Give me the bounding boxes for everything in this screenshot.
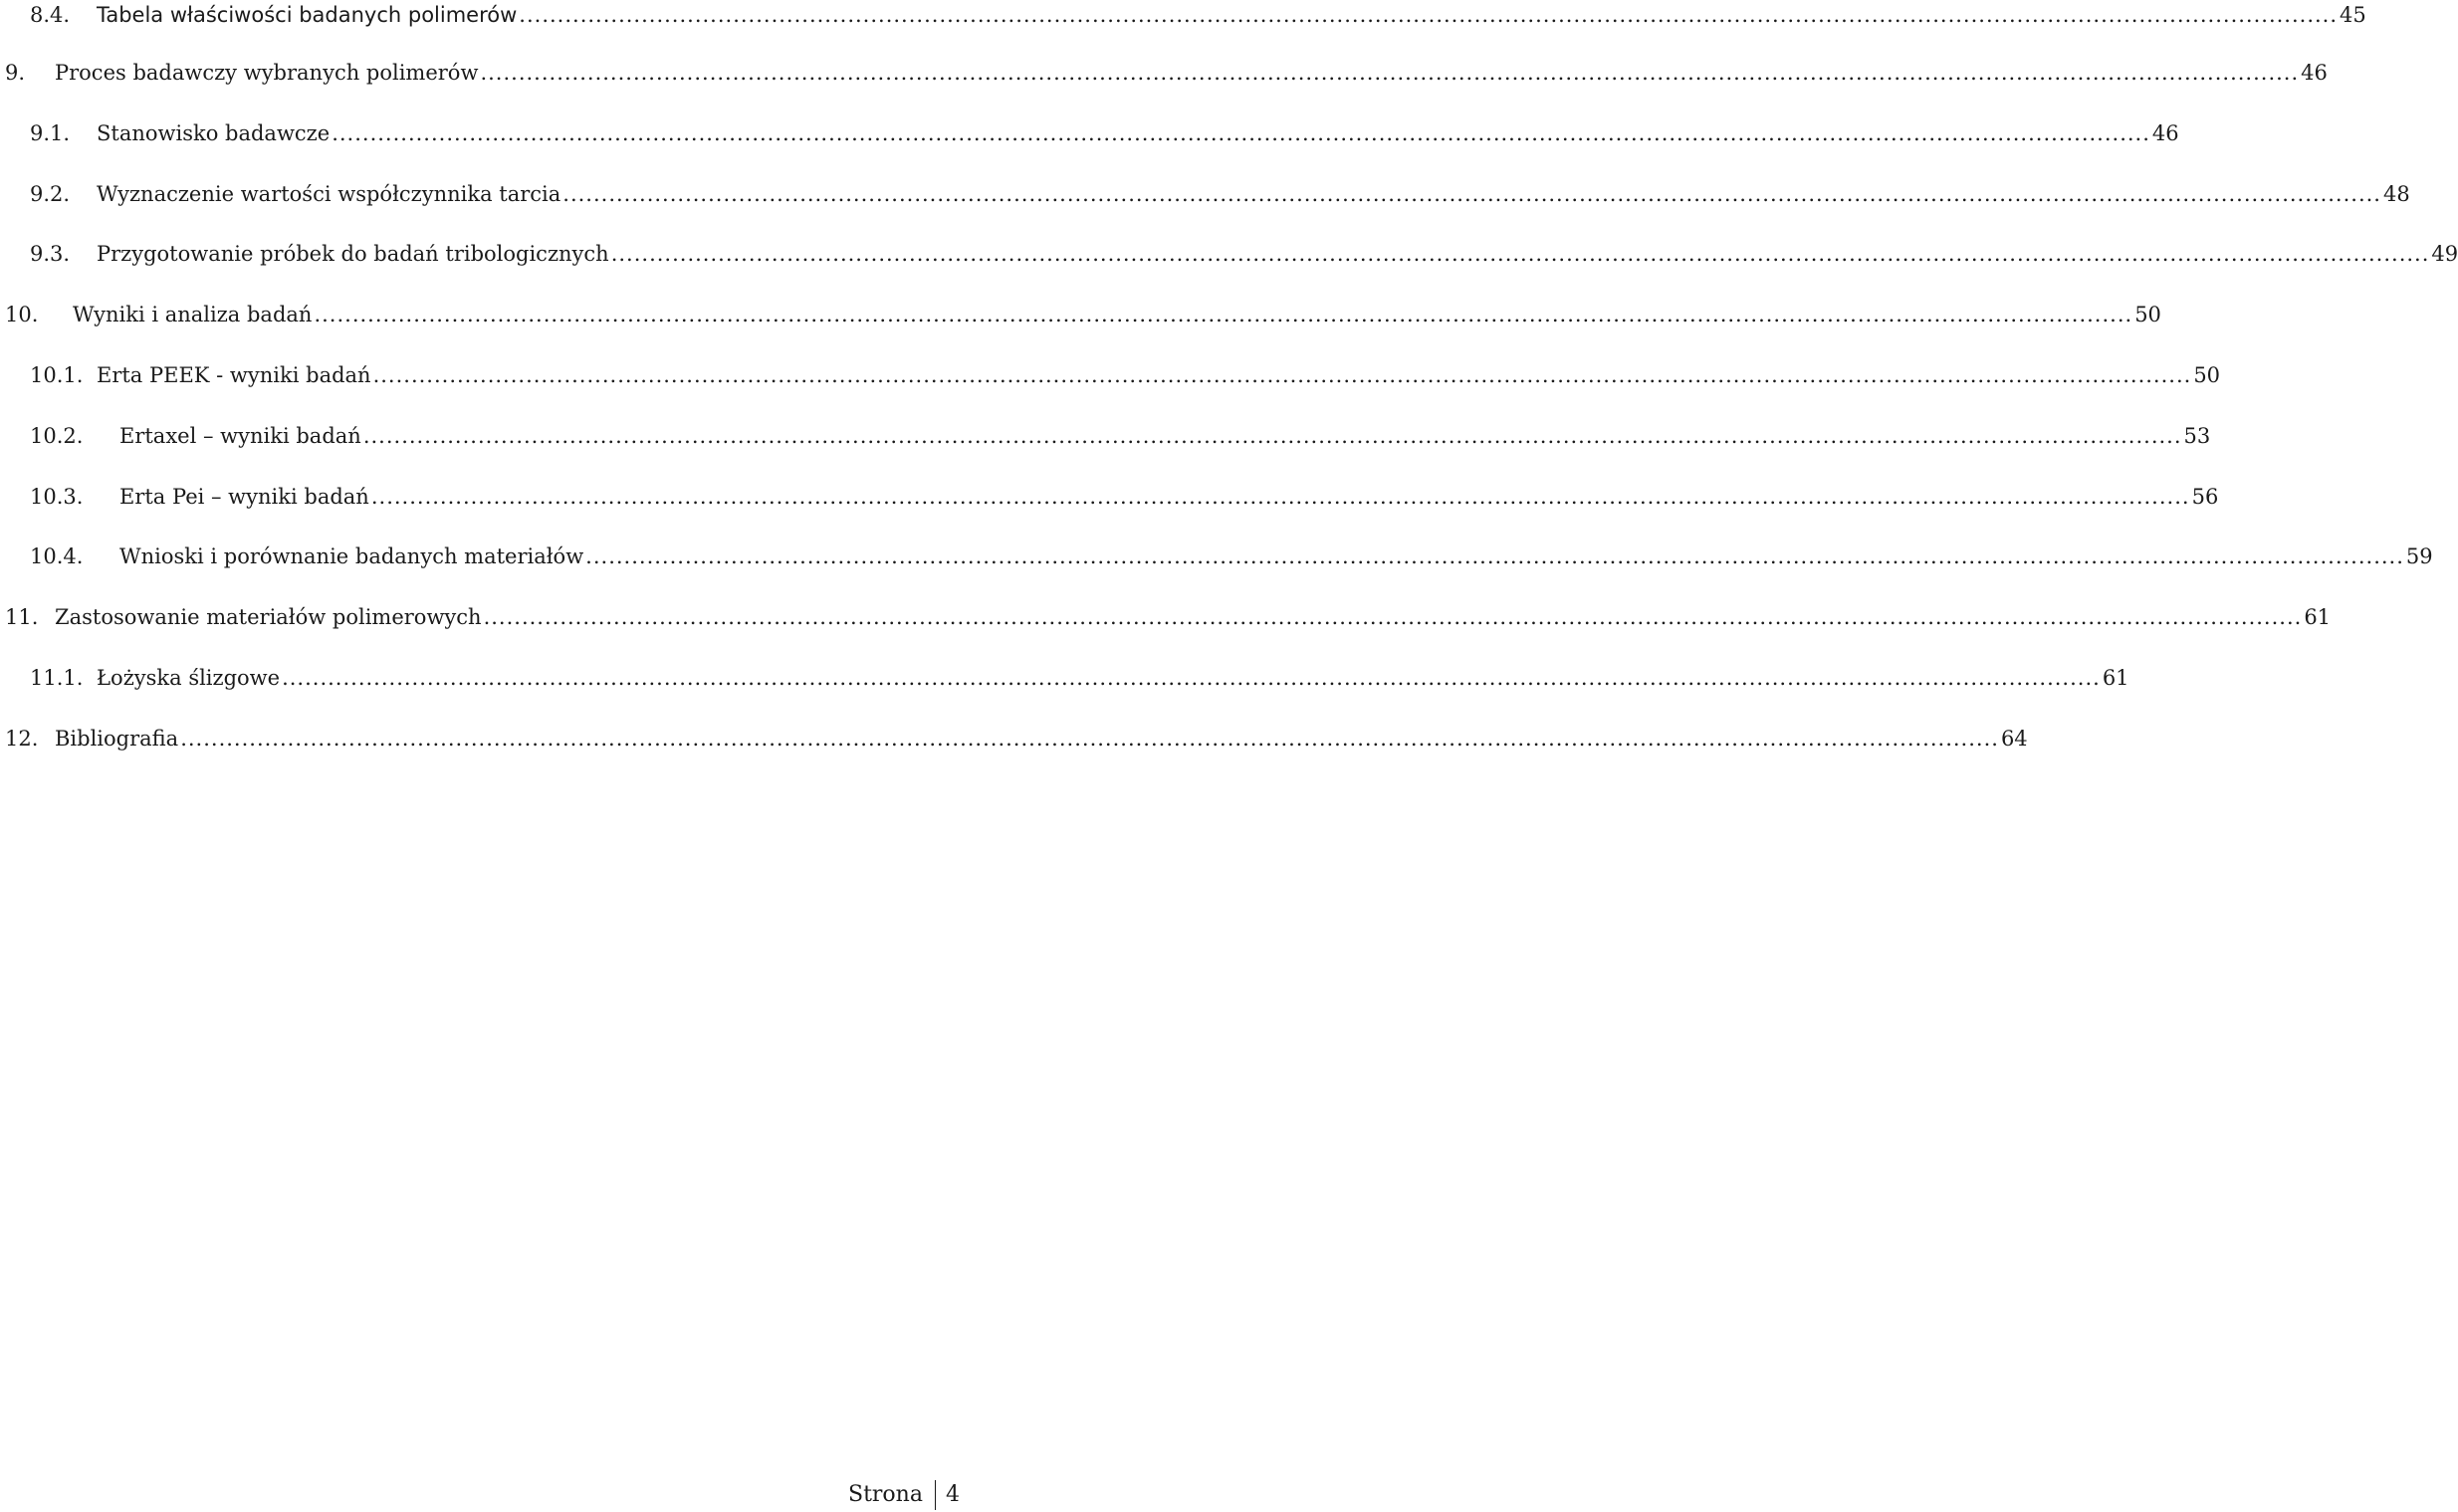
toc-entry-10[interactable]: [0, 300, 2161, 329]
toc-entry-10-1[interactable]: [0, 360, 2221, 390]
toc-leader-dots: [332, 118, 2150, 148]
toc-entry-10-3[interactable]: [0, 482, 2219, 512]
toc-entry-number: 9.1.: [30, 121, 71, 145]
toc-entry-10-2[interactable]: [0, 421, 2211, 451]
toc-entry-title: Przygotowanie próbek do badań tribologicznych: [97, 242, 609, 266]
toc-leader-dots: [371, 482, 2190, 512]
toc-entry-number: 9.2.: [30, 182, 71, 206]
toc-entry-title: Proces badawczy wybranych polimerów: [55, 61, 479, 85]
toc-entry-number: 10.3.: [30, 485, 84, 509]
toc-entry-page: 59: [2405, 544, 2433, 568]
toc-leader-dots: [519, 0, 2338, 30]
toc-leader-dots: [314, 300, 2132, 329]
toc-entry-number: 11.1.: [30, 666, 84, 690]
toc-entry-number: 8.4.: [30, 3, 71, 27]
toc-entry-8-4[interactable]: [0, 0, 2366, 30]
toc-entry-title: Erta Pei – wyniki badań: [119, 485, 369, 509]
toc-entry-10-4[interactable]: [0, 541, 2433, 571]
toc-leader-dots: [363, 421, 2182, 451]
toc-entry-page: 64: [2000, 727, 2028, 751]
toc-entry-number: 9.3.: [30, 242, 71, 266]
toc-entry-11[interactable]: [0, 602, 2332, 632]
toc-entry-number: 9.: [5, 61, 26, 85]
toc-entry-number: 10.: [5, 303, 39, 326]
toc-entry-11-1[interactable]: [0, 663, 2129, 693]
toc-entry-9[interactable]: [0, 58, 2328, 88]
toc-entry-title: Bibliografia: [55, 727, 179, 751]
toc-leader-dots: [180, 724, 1999, 754]
toc-entry-page: 61: [2304, 605, 2332, 629]
toc-entry-page: 45: [2340, 3, 2366, 27]
toc-entry-number: 10.2.: [30, 424, 84, 448]
toc-entry-page: 48: [2383, 182, 2410, 206]
toc-entry-number: 12.: [5, 727, 39, 751]
toc-entry-page: 50: [2193, 363, 2221, 387]
toc-entry-title: Ertaxel – wyniki badań: [119, 424, 361, 448]
toc-entry-title: Wyznaczenie wartości współczynnika tarcia: [97, 182, 561, 206]
toc-entry-title: Wnioski i porównanie badanych materiałów: [119, 544, 584, 568]
toc-entry-page: 56: [2191, 485, 2219, 509]
toc-entry-9-3[interactable]: [0, 239, 2458, 269]
toc-entry-title: Tabela właściwości badanych polimerów: [97, 3, 518, 27]
toc-entry-page: 46: [2301, 61, 2328, 85]
toc-entry-12[interactable]: [0, 724, 2028, 754]
toc-entry-9-2[interactable]: [0, 179, 2410, 209]
footer-page-number: 4: [945, 1482, 960, 1507]
toc-entry-title: Łożyska ślizgowe: [97, 666, 281, 690]
toc-leader-dots: [282, 663, 2101, 693]
toc-leader-dots: [480, 58, 2299, 88]
toc-leader-dots: [373, 360, 2192, 390]
toc-entry-page: 61: [2102, 666, 2129, 690]
toc-entry-page: 50: [2134, 303, 2161, 326]
toc-entry-number: 10.1.: [30, 363, 84, 387]
toc-leader-dots: [562, 179, 2381, 209]
toc-entry-title: Wyniki i analiza badań: [73, 303, 313, 326]
toc-entry-page: 46: [2151, 121, 2179, 145]
toc-entry-title: Stanowisko badawcze: [97, 121, 331, 145]
toc-entry-number: 10.4.: [30, 544, 84, 568]
footer-label: Strona: [848, 1482, 923, 1507]
toc-entry-9-1[interactable]: [0, 118, 2179, 148]
toc-entry-title: Erta PEEK - wyniki badań: [97, 363, 371, 387]
toc-leader-dots: [611, 239, 2430, 269]
toc-entry-page: 53: [2183, 424, 2211, 448]
footer-divider: [935, 1480, 936, 1510]
toc-leader-dots: [585, 541, 2404, 571]
toc-entry-title: Zastosowanie materiałów polimerowych: [55, 605, 482, 629]
toc-entry-page: 49: [2431, 242, 2458, 266]
toc-leader-dots: [484, 602, 2303, 632]
page-footer: [848, 1479, 960, 1511]
toc-entry-number: 11.: [5, 605, 39, 629]
